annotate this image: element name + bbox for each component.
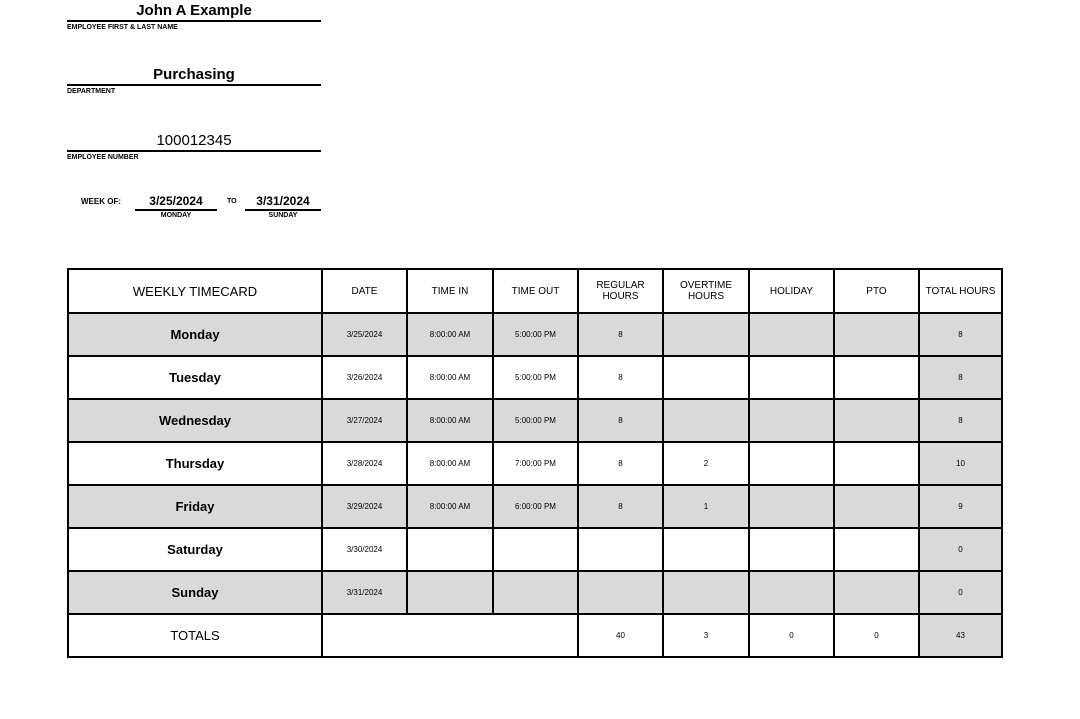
cell-overtime-hours[interactable] bbox=[663, 399, 749, 442]
cell-regular-hours[interactable]: 8 bbox=[578, 313, 663, 356]
cell-total-hours: 0 bbox=[919, 571, 1002, 614]
table-row bbox=[68, 399, 1002, 442]
cell-date[interactable]: 3/28/2024 bbox=[322, 442, 407, 485]
department-field[interactable] bbox=[67, 66, 321, 95]
cell-date[interactable]: 3/29/2024 bbox=[322, 485, 407, 528]
header-row bbox=[68, 269, 1002, 313]
cell-pto[interactable] bbox=[834, 528, 919, 571]
employee-number[interactable]: 100012345 bbox=[67, 132, 321, 152]
employee-name-field[interactable] bbox=[67, 2, 321, 31]
cell-holiday[interactable] bbox=[749, 399, 834, 442]
header-overtime-hours: OVERTIME HOURS bbox=[663, 269, 749, 313]
totals-overtime: 3 bbox=[663, 614, 749, 657]
cell-regular-hours[interactable]: 8 bbox=[578, 399, 663, 442]
table-row bbox=[68, 485, 1002, 528]
cell-date[interactable]: 3/27/2024 bbox=[322, 399, 407, 442]
header-date: DATE bbox=[322, 269, 407, 313]
week-of-label: WEEK OF: bbox=[81, 197, 121, 206]
cell-pto[interactable] bbox=[834, 313, 919, 356]
cell-date[interactable]: 3/30/2024 bbox=[322, 528, 407, 571]
weekly-timecard-table bbox=[67, 268, 1003, 658]
department[interactable]: Purchasing bbox=[67, 66, 321, 86]
cell-day: Thursday bbox=[68, 442, 322, 485]
cell-total-hours: 0 bbox=[919, 528, 1002, 571]
totals-label: TOTALS bbox=[68, 614, 322, 657]
cell-total-hours: 9 bbox=[919, 485, 1002, 528]
totals-blank bbox=[322, 614, 578, 657]
cell-overtime-hours[interactable] bbox=[663, 571, 749, 614]
cell-time-in[interactable]: 8:00:00 AM bbox=[407, 485, 493, 528]
cell-pto[interactable] bbox=[834, 571, 919, 614]
employee-name-label: EMPLOYEE FIRST & LAST NAME bbox=[67, 24, 178, 31]
header-total-hours: TOTAL HOURS bbox=[919, 269, 1002, 313]
totals-row bbox=[68, 614, 1002, 657]
table-row bbox=[68, 528, 1002, 571]
cell-time-in[interactable]: 8:00:00 AM bbox=[407, 313, 493, 356]
cell-day: Tuesday bbox=[68, 356, 322, 399]
totals-pto: 0 bbox=[834, 614, 919, 657]
cell-regular-hours[interactable] bbox=[578, 571, 663, 614]
cell-day: Friday bbox=[68, 485, 322, 528]
totals-regular: 40 bbox=[578, 614, 663, 657]
cell-time-in[interactable] bbox=[407, 571, 493, 614]
cell-time-out[interactable] bbox=[493, 528, 578, 571]
cell-date[interactable]: 3/26/2024 bbox=[322, 356, 407, 399]
cell-pto[interactable] bbox=[834, 399, 919, 442]
cell-overtime-hours[interactable] bbox=[663, 313, 749, 356]
cell-time-out[interactable]: 6:00:00 PM bbox=[493, 485, 578, 528]
cell-overtime-hours[interactable] bbox=[663, 528, 749, 571]
cell-date[interactable]: 3/25/2024 bbox=[322, 313, 407, 356]
header-regular-hours: REGULAR HOURS bbox=[578, 269, 663, 313]
cell-pto[interactable] bbox=[834, 485, 919, 528]
cell-holiday[interactable] bbox=[749, 485, 834, 528]
cell-time-out[interactable]: 5:00:00 PM bbox=[493, 356, 578, 399]
cell-day: Saturday bbox=[68, 528, 322, 571]
cell-overtime-hours[interactable]: 2 bbox=[663, 442, 749, 485]
cell-total-hours: 10 bbox=[919, 442, 1002, 485]
cell-total-hours: 8 bbox=[919, 399, 1002, 442]
cell-time-out[interactable]: 5:00:00 PM bbox=[493, 313, 578, 356]
header-time-out: TIME OUT bbox=[493, 269, 578, 313]
header-time-in: TIME IN bbox=[407, 269, 493, 313]
cell-day: Wednesday bbox=[68, 399, 322, 442]
week-end[interactable]: 3/31/2024 bbox=[245, 194, 321, 211]
cell-holiday[interactable] bbox=[749, 528, 834, 571]
header-holiday: HOLIDAY bbox=[749, 269, 834, 313]
employee-name[interactable]: John A Example bbox=[67, 2, 321, 22]
table-row bbox=[68, 313, 1002, 356]
cell-day: Sunday bbox=[68, 571, 322, 614]
cell-regular-hours[interactable] bbox=[578, 528, 663, 571]
cell-overtime-hours[interactable]: 1 bbox=[663, 485, 749, 528]
week-end-field[interactable] bbox=[245, 194, 321, 219]
cell-time-in[interactable] bbox=[407, 528, 493, 571]
table-row bbox=[68, 571, 1002, 614]
cell-time-out[interactable] bbox=[493, 571, 578, 614]
header-weekly-timecard: WEEKLY TIMECARD bbox=[68, 269, 322, 313]
cell-regular-hours[interactable]: 8 bbox=[578, 442, 663, 485]
cell-total-hours: 8 bbox=[919, 356, 1002, 399]
cell-holiday[interactable] bbox=[749, 356, 834, 399]
table-row bbox=[68, 442, 1002, 485]
totals-total: 43 bbox=[919, 614, 1002, 657]
employee-number-label: EMPLOYEE NUMBER bbox=[67, 154, 139, 161]
cell-regular-hours[interactable]: 8 bbox=[578, 485, 663, 528]
week-to-label: TO bbox=[227, 198, 237, 205]
week-start-label: MONDAY bbox=[160, 212, 192, 219]
cell-holiday[interactable] bbox=[749, 313, 834, 356]
cell-time-in[interactable]: 8:00:00 AM bbox=[407, 356, 493, 399]
cell-pto[interactable] bbox=[834, 442, 919, 485]
department-label: DEPARTMENT bbox=[67, 88, 116, 95]
cell-pto[interactable] bbox=[834, 356, 919, 399]
cell-holiday[interactable] bbox=[749, 571, 834, 614]
cell-time-in[interactable]: 8:00:00 AM bbox=[407, 399, 493, 442]
employee-number-field[interactable] bbox=[67, 132, 321, 161]
cell-overtime-hours[interactable] bbox=[663, 356, 749, 399]
week-end-label: SUNDAY bbox=[268, 212, 298, 219]
cell-date[interactable]: 3/31/2024 bbox=[322, 571, 407, 614]
cell-total-hours: 8 bbox=[919, 313, 1002, 356]
cell-regular-hours[interactable]: 8 bbox=[578, 356, 663, 399]
cell-holiday[interactable] bbox=[749, 442, 834, 485]
totals-holiday: 0 bbox=[749, 614, 834, 657]
cell-day: Monday bbox=[68, 313, 322, 356]
cell-time-in[interactable]: 8:00:00 AM bbox=[407, 442, 493, 485]
cell-time-out[interactable]: 5:00:00 PM bbox=[493, 399, 578, 442]
week-start-field[interactable] bbox=[135, 194, 217, 219]
week-start[interactable]: 3/25/2024 bbox=[135, 194, 217, 211]
cell-time-out[interactable]: 7:00:00 PM bbox=[493, 442, 578, 485]
header-pto: PTO bbox=[834, 269, 919, 313]
table-row bbox=[68, 356, 1002, 399]
